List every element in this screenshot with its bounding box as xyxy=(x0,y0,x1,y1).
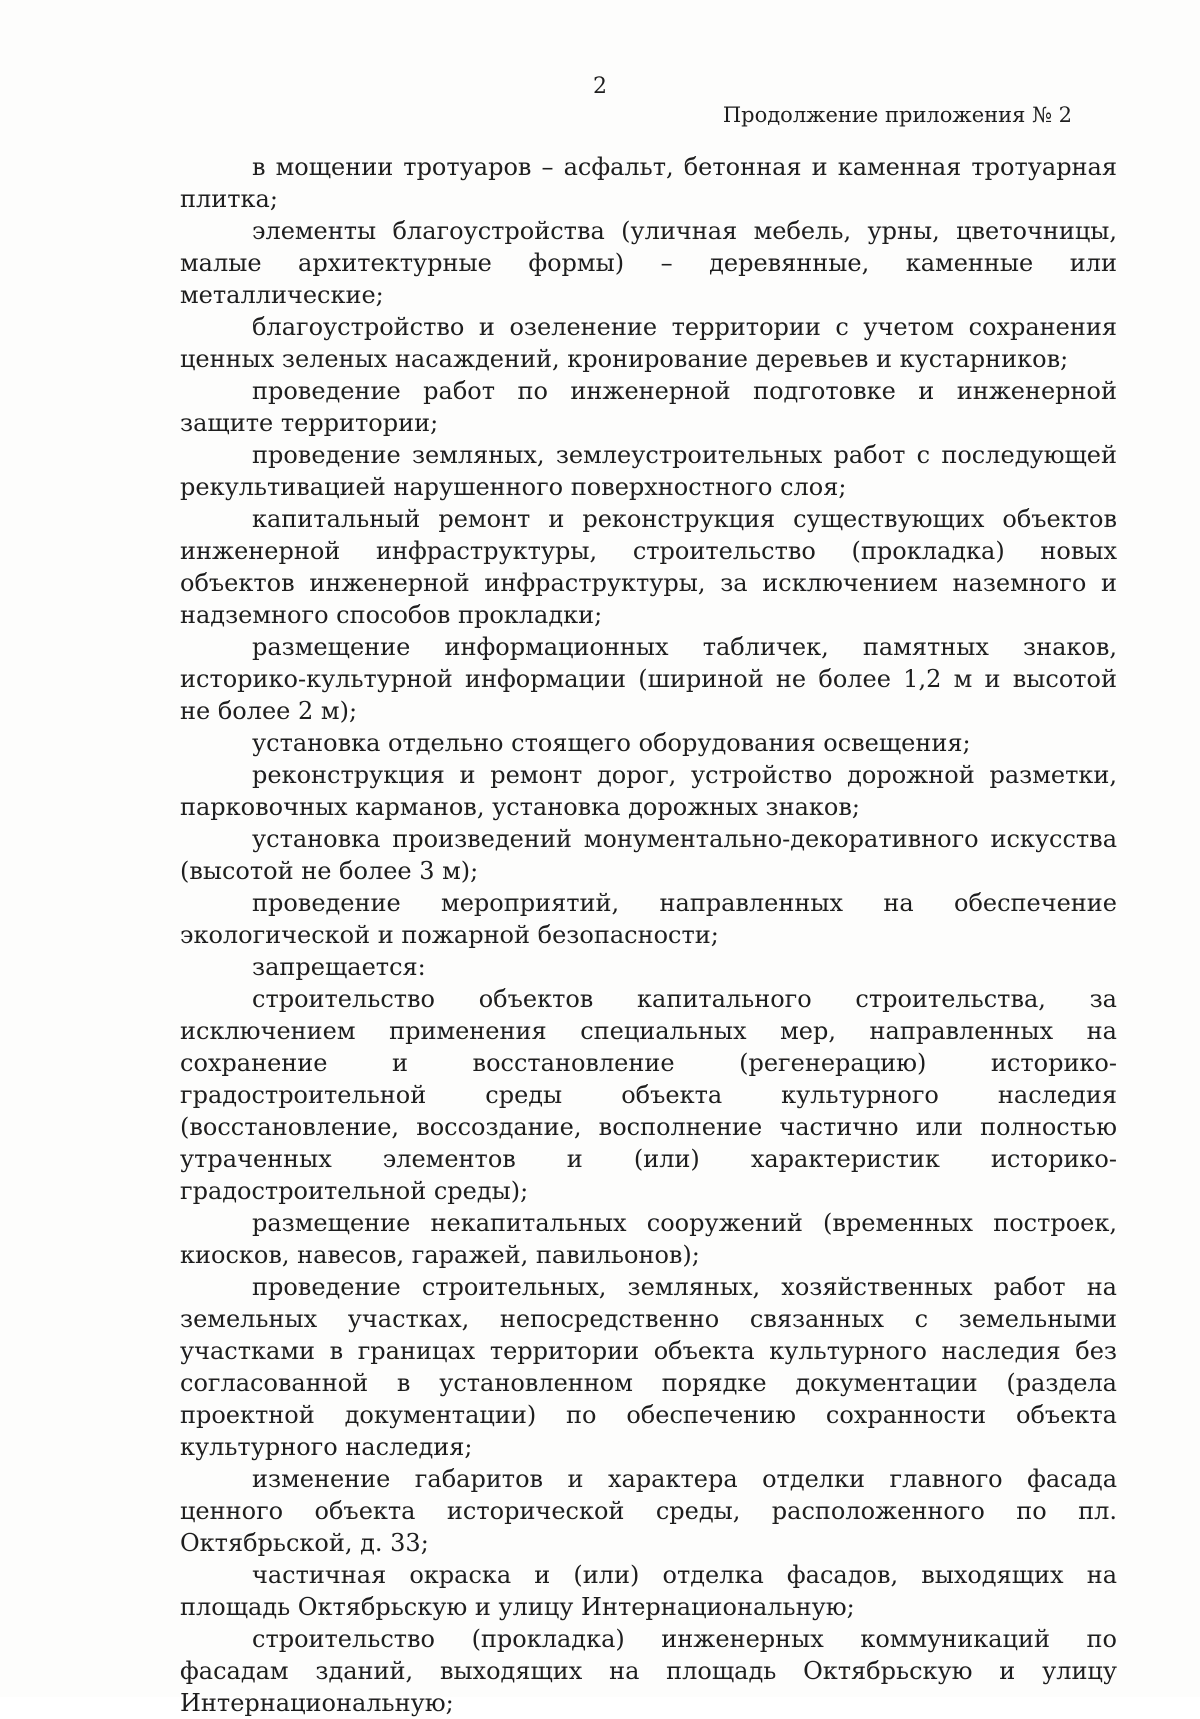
page-number: 2 xyxy=(593,74,607,99)
paragraph: элементы благоустройства (уличная мебель, урны, цветочницы, малые архитектурные формы) – деревянные, каменные или металлические; xyxy=(180,217,1117,309)
paragraph: проведение работ по инженерной подготовке и инженерной защите территории; xyxy=(180,377,1117,437)
paragraph: размещение некапитальных сооружений (временных построек, киосков, навесов, гаражей, павильонов); xyxy=(180,1209,1117,1269)
continuation-caption: Продолжение приложения № 2 xyxy=(722,103,1072,127)
paragraph: проведение земляных, землеустроительных работ с последующей рекультивацией нарушенного поверхностного слоя; xyxy=(180,441,1117,501)
paragraph: реконструкция и ремонт дорог, устройство дорожной разметки, парковочных карманов, установка дорожных знаков; xyxy=(180,761,1117,821)
paragraph: установка отдельно стоящего оборудования освещения; xyxy=(252,729,971,757)
paragraph: изменение габаритов и характера отделки главного фасада ценного объекта исторической среды, расположенного по пл. Октябрьской, д. 33; xyxy=(180,1465,1117,1557)
paragraph: проведение мероприятий, направленных на обеспечение экологической и пожарной безопасности; xyxy=(180,889,1117,949)
paragraph: благоустройство и озеленение территории с учетом сохранения ценных зеленых насаждений, кронирование деревьев и кустарников; xyxy=(180,313,1117,373)
paragraph: строительство объектов капитального строительства, за исключением применения специальных мер, направленных на сохранение и восстановление (регенерацию) историко-градостроительной среды объекта культурного наследия (восстановление, воссоздание, восполнение частично или полностью утраченных элементов и (или) характеристик историко-градостроительной среды); xyxy=(180,985,1117,1205)
paragraph: строительство (прокладка) инженерных коммуникаций по фасадам зданий, выходящих на площадь Октябрьскую и улицу Интернациональную; xyxy=(180,1625,1117,1717)
paragraph: размещение информационных табличек, памятных знаков, историко-культурной информации (шириной не более 1,2 м и высотой не более 2 м); xyxy=(180,633,1117,725)
paragraph: установка произведений монументально-декоративного искусства (высотой не более 3 м); xyxy=(180,825,1117,885)
paragraph: в мощении тротуаров – асфальт, бетонная и каменная тротуарная плитка; xyxy=(180,153,1117,213)
paragraph-prohibited-heading: запрещается: xyxy=(252,953,426,981)
paragraph: капитальный ремонт и реконструкция существующих объектов инженерной инфраструктуры, строительство (прокладка) новых объектов инженерной инфраструктуры, за исключением наземного и надземного способов прокладки; xyxy=(180,505,1117,629)
paragraph: частичная окраска и (или) отделка фасадов, выходящих на площадь Октябрьскую и улицу Интернациональную; xyxy=(180,1561,1117,1621)
document-body xyxy=(180,151,1117,1719)
paragraph: проведение строительных, земляных, хозяйственных работ на земельных участках, непосредственно связанных с земельными участками в границах территории объекта культурного наследия без согласованной в установленном порядке документации (раздела проектной документации) по обеспечению сохранности объекта культурного наследия; xyxy=(180,1273,1117,1461)
